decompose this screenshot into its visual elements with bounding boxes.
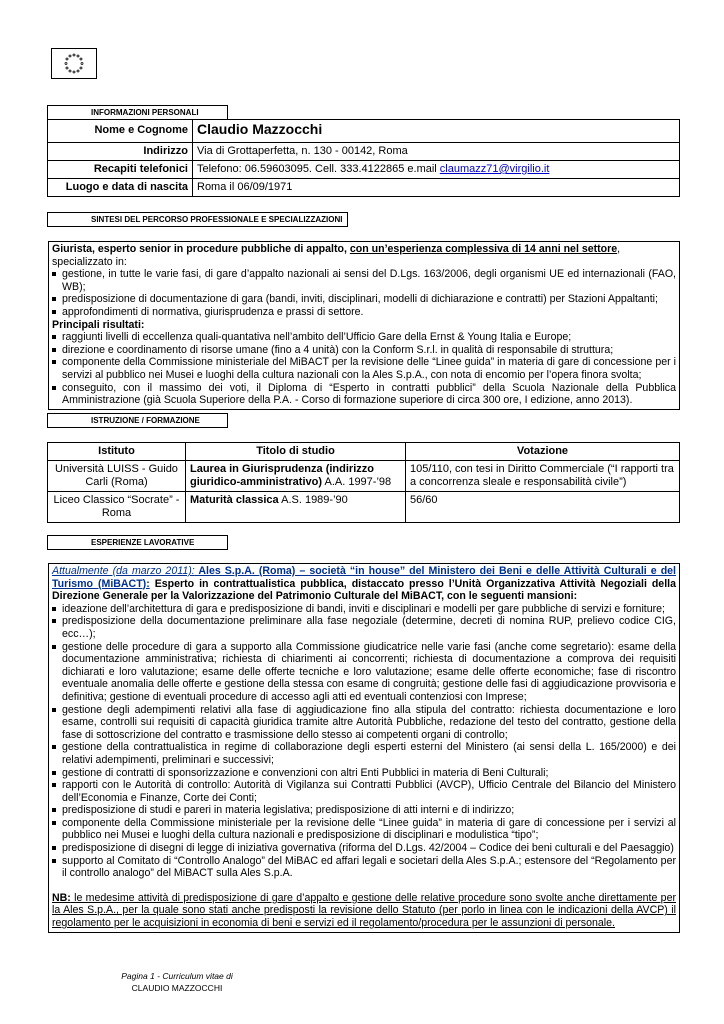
label-name: Nome e Cognome [48, 120, 193, 143]
experience-box [48, 563, 680, 933]
phone-text: Telefono: 06.59603095. Cell. 333.4122865 e.mail [197, 163, 440, 175]
list-item: predisposizione della documentazione preliminare alla fase negoziale (determine, decreti di nomina RUP, prelievo codice CIG, ecc…); [52, 615, 676, 640]
email-link[interactable]: claumazz71@virgilio.it [439, 163, 550, 175]
list-item: gestione di contratti di sponsorizzazione e convenzioni con altri Enti Pubblici in materia di Beni Culturali; [52, 767, 676, 780]
list-item: approfondimenti di normativa, giurisprudenza e prassi di settore. [52, 306, 676, 319]
column-header: Votazione [406, 443, 680, 461]
section-title-personal: INFORMAZIONI PERSONALI [47, 105, 228, 120]
list-item: componente della Commissione ministeriale del MiBACT per la revisione delle “Linee guida” in materia di gare di concessione per i servizi al pubblico nei Musei e luoghi della cultura nazionali con la Ales S.p.A., con nota di encomio per l’opera finora svolta; [52, 356, 676, 381]
section-title-education: ISTRUZIONE / FORMAZIONE [47, 413, 228, 428]
grade-cell: 56/60 [406, 492, 680, 523]
degree-cell: Maturità classica A.S. 1989-’90 [186, 492, 406, 523]
column-header: Titolo di studio [186, 443, 406, 461]
phone-value [193, 161, 680, 179]
summary-intro: Giurista, esperto senior in procedure pubbliche di appalto, con un’esperienza complessiva di 14 anni nel settore, specializzato in: [52, 243, 621, 268]
birth-value: Roma il 06/09/1971 [193, 179, 680, 197]
table-header-row [48, 443, 680, 461]
list-item: raggiunti livelli di eccellenza quali-quantativa nell’ambito dell’Ufficio Gare della Ernst & Young Italia e Europe; [52, 331, 676, 344]
list-item: componente della Commissione ministeriale per la revisione delle “Linee guida” in materia di gare di concessione per i servizi al pubblico nei Musei e luoghi della cultura nazionali e predisposizione di disciplinari e modulistica “tipo”; [52, 817, 676, 842]
list-item: gestione degli adempimenti relativi alla fase di aggiudicazione fino alla stipula del contratto: richiesta documentazione e loro esame, controlli sui requisiti di capacità giuridica tramite altre Autorità Pubbliche, redazione del testo del contratto, gestione della fase di sottoscrizione del contratto e trasmissione dello stesso ai competenti organi di controllo; [52, 704, 676, 742]
list-item: predisposizione di documentazione di gara (bandi, inviti, disciplinari, modelli di dichiarazione e contratti) per Stazioni Appaltanti; [52, 293, 676, 306]
results-title: Principali risultati: [52, 318, 145, 331]
label-phone: Recapiti telefonici [48, 161, 193, 179]
degree-cell: Laurea in Giurisprudenza (indirizzo giuridico-amministrativo) A.A. 1997-’98 [186, 461, 406, 492]
table-row [48, 161, 680, 179]
institute-cell: Università LUISS - Guido Carli (Roma) [48, 461, 186, 492]
footer-name: CLAUDIO MAZZOCCHI [131, 983, 223, 993]
list-item: supporto al Comitato di “Controllo Analogo” del MiBAC ed affari legali e societari della Ales S.p.A.; estensore del “Regolamento per il controllo analogo” del MiBACT sulla Ales S.p.A. [52, 855, 676, 880]
specializations-list [52, 268, 676, 318]
list-item: predisposizione di disegni di legge di iniziativa governativa (riforma del D.Lgs. 42/2004 – Codice dei beni culturali e del Paesaggio) [52, 842, 676, 855]
label-address: Indirizzo [48, 143, 193, 161]
section-title-summary: SINTESI DEL PERCORSO PROFESSIONALE E SPECIALIZZAZIONI [47, 212, 348, 227]
list-item: gestione delle procedure di gara a supporto alla Commissione giudicatrice nelle varie fasi (anche come segretario): esame della documentazione amministrativa; richiesta di chiarimenti ai concorrenti; richiesta di documentazione a comprova dei requisiti dichiarati e loro valutazione; esame delle offerte tecniche e loro valutazione; esame delle offerte economiche; fase di riscontro eventuale anomalia delle offerte e gestione della stessa con esame di congruità; gestione delle fasi di aggiudicazione provvisoria e definitiva; gestione di eventuali procedure di accesso agli atti ed eventuali contenziosi con Imprese; [52, 641, 676, 704]
table-row [48, 461, 680, 492]
footer-page-label: Pagina 1 - Curriculum vitae di [121, 971, 233, 981]
page-footer [112, 970, 242, 994]
list-item: gestione, in tutte le varie fasi, di gare d’appalto nazionali ai sensi del D.Lgs. 163/2006, degli organismi UE ed internazionali (FAO, WB); [52, 268, 676, 293]
table-row [48, 179, 680, 197]
address-value: Via di Grottaperfetta, n. 130 - 00142, Roma [193, 143, 680, 161]
full-name: Claudio Mazzocchi [193, 120, 680, 143]
table-row [48, 492, 680, 523]
nb-note: NB: le medesime attività di predisposizione di gare d’appalto e gestione delle relative procedure sono svolte anche direttamente per la Ales S.p.A., per la quale sono stati anche predisposti la revisione dello Statuto (per porlo in linea con le indicazioni della AVCP) il regolamento per le acquisizioni in economia di beni e servizi ed il regolamento/procedura per le assunzioni di personale. [52, 891, 676, 930]
list-item: predisposizione di studi e pareri in materia legislativa; predisposizione di atti interni e di indirizzo; [52, 804, 676, 817]
list-item: conseguito, con il massimo dei voti, il Diploma di “Esperto in contratti pubblici” della Scuola Nazionale della Pubblica Amministrazione (già Scuola Superiore della P.A. - Corso di formazione superiore di circa 300 ore, I edizione, anno 2013). [52, 382, 676, 407]
institute-cell: Liceo Classico “Socrate” - Roma [48, 492, 186, 523]
personal-info-table [47, 119, 680, 197]
table-row [48, 143, 680, 161]
education-table [47, 442, 680, 523]
section-title-experience: ESPERIENZE LAVORATIVE [47, 535, 228, 550]
summary-box [48, 241, 680, 410]
experience-header: Attualmente (da marzo 2011): Ales S.p.A. (Roma) – società “in house” del Ministero dei Beni e delle Attività Culturali e del Turismo (MiBACT): Esperto in contrattualistica pubblica, distaccato presso l’Unità Organizzativa Attività Negoziali della Direzione Generale per la Valorizzazione del Patrimonio Culturale del MiBACT, con le seguenti mansioni: [52, 565, 677, 603]
label-birth: Luogo e data di nascita [48, 179, 193, 197]
results-list [52, 331, 676, 407]
list-item: rapporti con le Autorità di controllo: Autorità di Vigilanza sui Contratti Pubblici (AVCP), Ufficio Centrale del Bilancio del Ministero dell’Economia e Finanze, Corte dei Conti; [52, 779, 676, 804]
list-item: gestione della contrattualistica in regime di collaborazione degli esperti esterni del Ministero (ai sensi della L. 165/2000) e dei relativi adempimenti, preliminari e successivi; [52, 741, 676, 766]
eu-flag-logo [51, 48, 97, 79]
list-item: direzione e coordinamento di risorse umane (fino a 4 unità) con la Conform S.r.l. in qualità di responsabile di struttura; [52, 344, 676, 357]
column-header: Istituto [48, 443, 186, 461]
table-row [48, 120, 680, 143]
list-item: ideazione dell’architettura di gara e predisposizione di bandi, inviti e disciplinari e modelli per gare pubbliche di servizi e forniture; [52, 603, 676, 616]
grade-cell: 105/110, con tesi in Diritto Commerciale (“I rapporti tra a concorrenza sleale e responsabilità civile”) [406, 461, 680, 492]
duties-list [52, 603, 676, 880]
